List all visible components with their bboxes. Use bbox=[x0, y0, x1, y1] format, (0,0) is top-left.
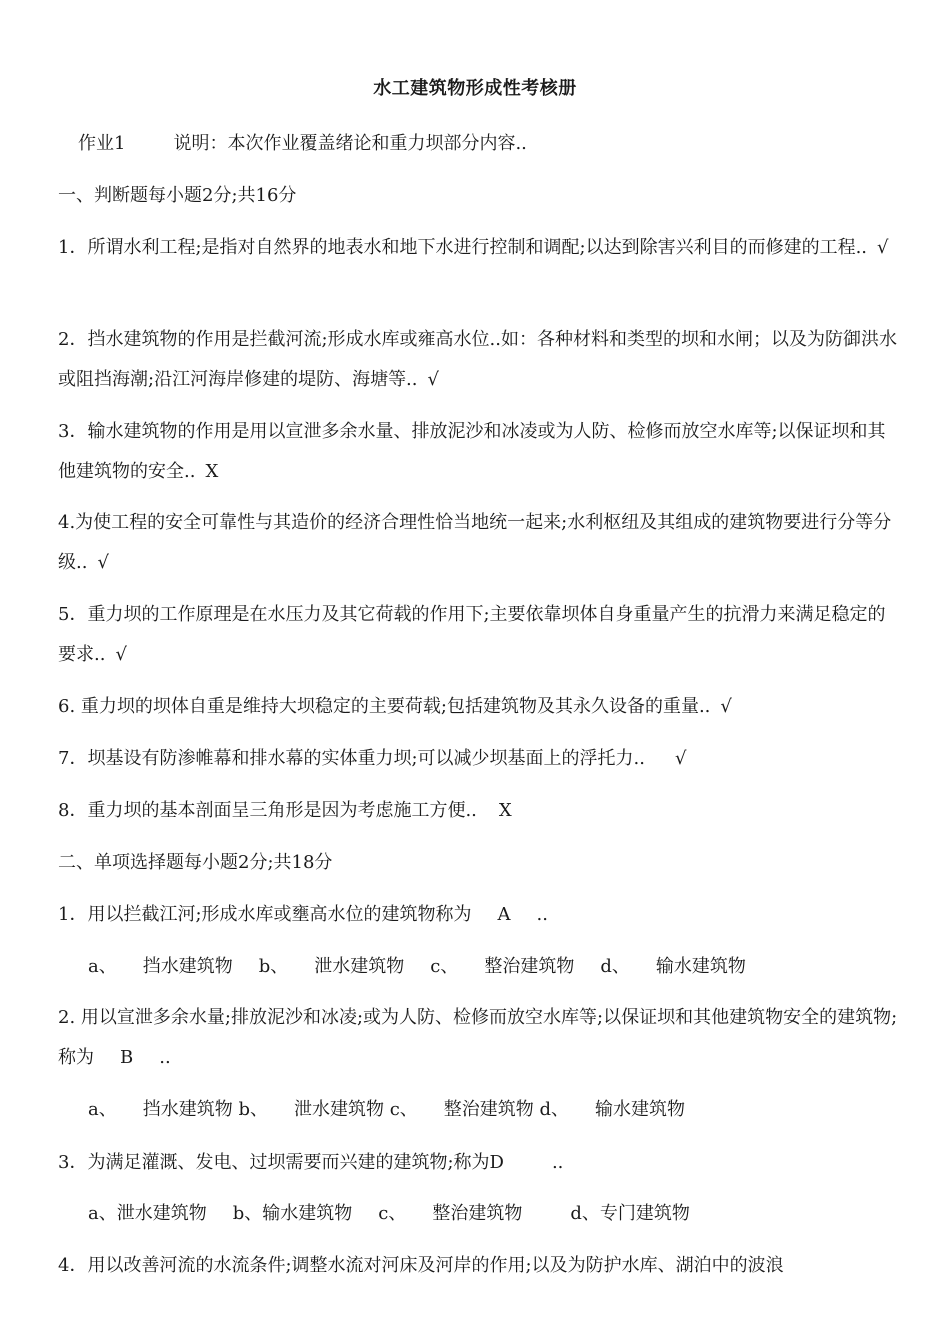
mc-q2-tail: .. bbox=[159, 1047, 171, 1068]
tf-item-6-text: 6. 重力坝的坝体自重是维持大坝稳定的主要荷载;包括建筑物及其永久设备的重量.. bbox=[58, 696, 711, 717]
mc-q2-option-d: 输水建筑物 bbox=[595, 1099, 686, 1120]
mc-q2 bbox=[58, 998, 898, 1078]
tf-item-3-answer: X bbox=[205, 461, 219, 482]
mc-q2-option-c: 整治建筑物 d、 bbox=[443, 1099, 570, 1120]
mc-q3-tail: .. bbox=[551, 1152, 564, 1173]
mc-q1-option-a-letter: a、 bbox=[88, 956, 117, 977]
mc-q2-options bbox=[88, 1097, 928, 1123]
mc-q3-option-b: b、输水建筑物 bbox=[232, 1203, 353, 1224]
tf-item-8 bbox=[58, 798, 898, 824]
mc-q1-option-b: 泄水建筑物 bbox=[314, 956, 405, 977]
tf-item-6-answer: √ bbox=[720, 696, 732, 717]
tf-item-4-text: 4.为使工程的安全可靠性与其造价的经济合理性恰当地统一起来;水利枢纽及其组成的建筑物要进行分等分级.. bbox=[58, 512, 892, 573]
mc-q1 bbox=[58, 902, 898, 928]
mc-q2-option-a-letter: a、 bbox=[88, 1099, 117, 1120]
tf-item-1-text: 1．所谓水利工程;是指对自然界的地表水和地下水进行控制和调配;以达到除害兴利目的而修建的工程.. bbox=[58, 237, 868, 258]
tf-item-5-text: 5．重力坝的工作原理是在水压力及其它荷载的作用下;主要依靠坝体自身重量产生的抗滑力来满足稳定的要求.. bbox=[58, 604, 886, 665]
mc-q1-option-c-letter: c、 bbox=[430, 956, 459, 977]
assignment-line bbox=[78, 131, 918, 157]
tf-item-5-answer: √ bbox=[115, 644, 127, 665]
tf-item-4 bbox=[58, 503, 898, 583]
mc-q1-option-b-letter: b、 bbox=[258, 956, 289, 977]
mc-q1-options bbox=[88, 954, 928, 980]
mc-q1-option-d-letter: d、 bbox=[600, 956, 630, 977]
mc-q3-option-c: 整治建筑物 bbox=[432, 1203, 523, 1224]
tf-item-1 bbox=[58, 228, 898, 268]
assignment-label: 作业1 bbox=[78, 133, 126, 154]
mc-q3-text: 3．为满足灌溉、发电、过坝需要而兴建的建筑物;称为D bbox=[58, 1152, 504, 1173]
tf-item-3-text: 3．输水建筑物的作用是用以宣泄多余水量、排放泥沙和冰凌或为人防、检修而放空水库等;以保证坝和其他建筑物的安全.. bbox=[58, 421, 886, 482]
mc-q1-text: 1．用以拦截江河;形成水库或壅高水位的建筑物称为 bbox=[58, 904, 472, 925]
tf-item-1-answer: √ bbox=[877, 237, 889, 258]
assignment-note: 说明：本次作业覆盖绪论和重力坝部分内容.. bbox=[173, 133, 527, 154]
mc-q3-option-a: a、泄水建筑物 bbox=[88, 1203, 207, 1224]
mc-q3 bbox=[58, 1150, 898, 1176]
mc-q3-option-c-letter: c、 bbox=[378, 1203, 407, 1224]
section2-heading: 二、单项选择题每小题2分;共18分 bbox=[58, 852, 333, 873]
tf-item-7-answer: √ bbox=[674, 748, 687, 769]
mc-q1-answer: A bbox=[497, 904, 511, 925]
tf-item-7-text: 7．坝基设有防渗帷幕和排水幕的实体重力坝;可以减少坝基面上的浮托力.. bbox=[58, 748, 645, 769]
tf-item-4-answer: √ bbox=[97, 552, 109, 573]
tf-item-2-text: 2．挡水建筑物的作用是拦截河流;形成水库或雍高水位..如：各种材料和类型的坝和水闸；以及为防御洪水或阻挡海潮;沿江河海岸修建的堤防、海塘等.. bbox=[58, 329, 897, 390]
mc-q3-options bbox=[88, 1201, 928, 1227]
tf-item-8-text: 8．重力坝的基本剖面呈三角形是因为考虑施工方便.. bbox=[58, 800, 477, 821]
mc-q1-option-a: 挡水建筑物 bbox=[142, 956, 233, 977]
mc-q2-option-b: 泄水建筑物 c、 bbox=[293, 1099, 418, 1120]
tf-item-5 bbox=[58, 595, 898, 675]
mc-q1-option-d: 输水建筑物 bbox=[655, 956, 746, 977]
mc-q3-option-d: d、专门建筑物 bbox=[570, 1203, 690, 1224]
tf-item-7 bbox=[58, 746, 898, 772]
tf-item-6 bbox=[58, 694, 898, 720]
tf-item-8-answer: X bbox=[498, 800, 512, 821]
mc-q1-tail: .. bbox=[536, 904, 548, 925]
section1-heading: 一、判断题每小题2分;共16分 bbox=[58, 185, 297, 206]
tf-item-2 bbox=[58, 320, 898, 400]
mc-q2-text: 2. 用以宣泄多余水量;排放泥沙和冰凌;或为人防、检修而放空水库等;以保证坝和其他建筑物安全的建筑物;称为 bbox=[58, 1007, 898, 1068]
mc-q2-option-a: 挡水建筑物 b、 bbox=[142, 1099, 268, 1120]
mc-q4-text: 4．用以改善河流的水流条件;调整水流对河床及河岸的作用;以及为防护水库、湖泊中的波浪 bbox=[58, 1255, 784, 1276]
mc-q4 bbox=[58, 1253, 898, 1279]
mc-q1-option-c: 整治建筑物 bbox=[484, 956, 575, 977]
mc-q2-answer: B bbox=[120, 1047, 134, 1068]
tf-item-3 bbox=[58, 412, 898, 492]
document-title: 水工建筑物形成性考核册 bbox=[373, 78, 577, 99]
tf-item-2-answer: √ bbox=[427, 369, 439, 390]
